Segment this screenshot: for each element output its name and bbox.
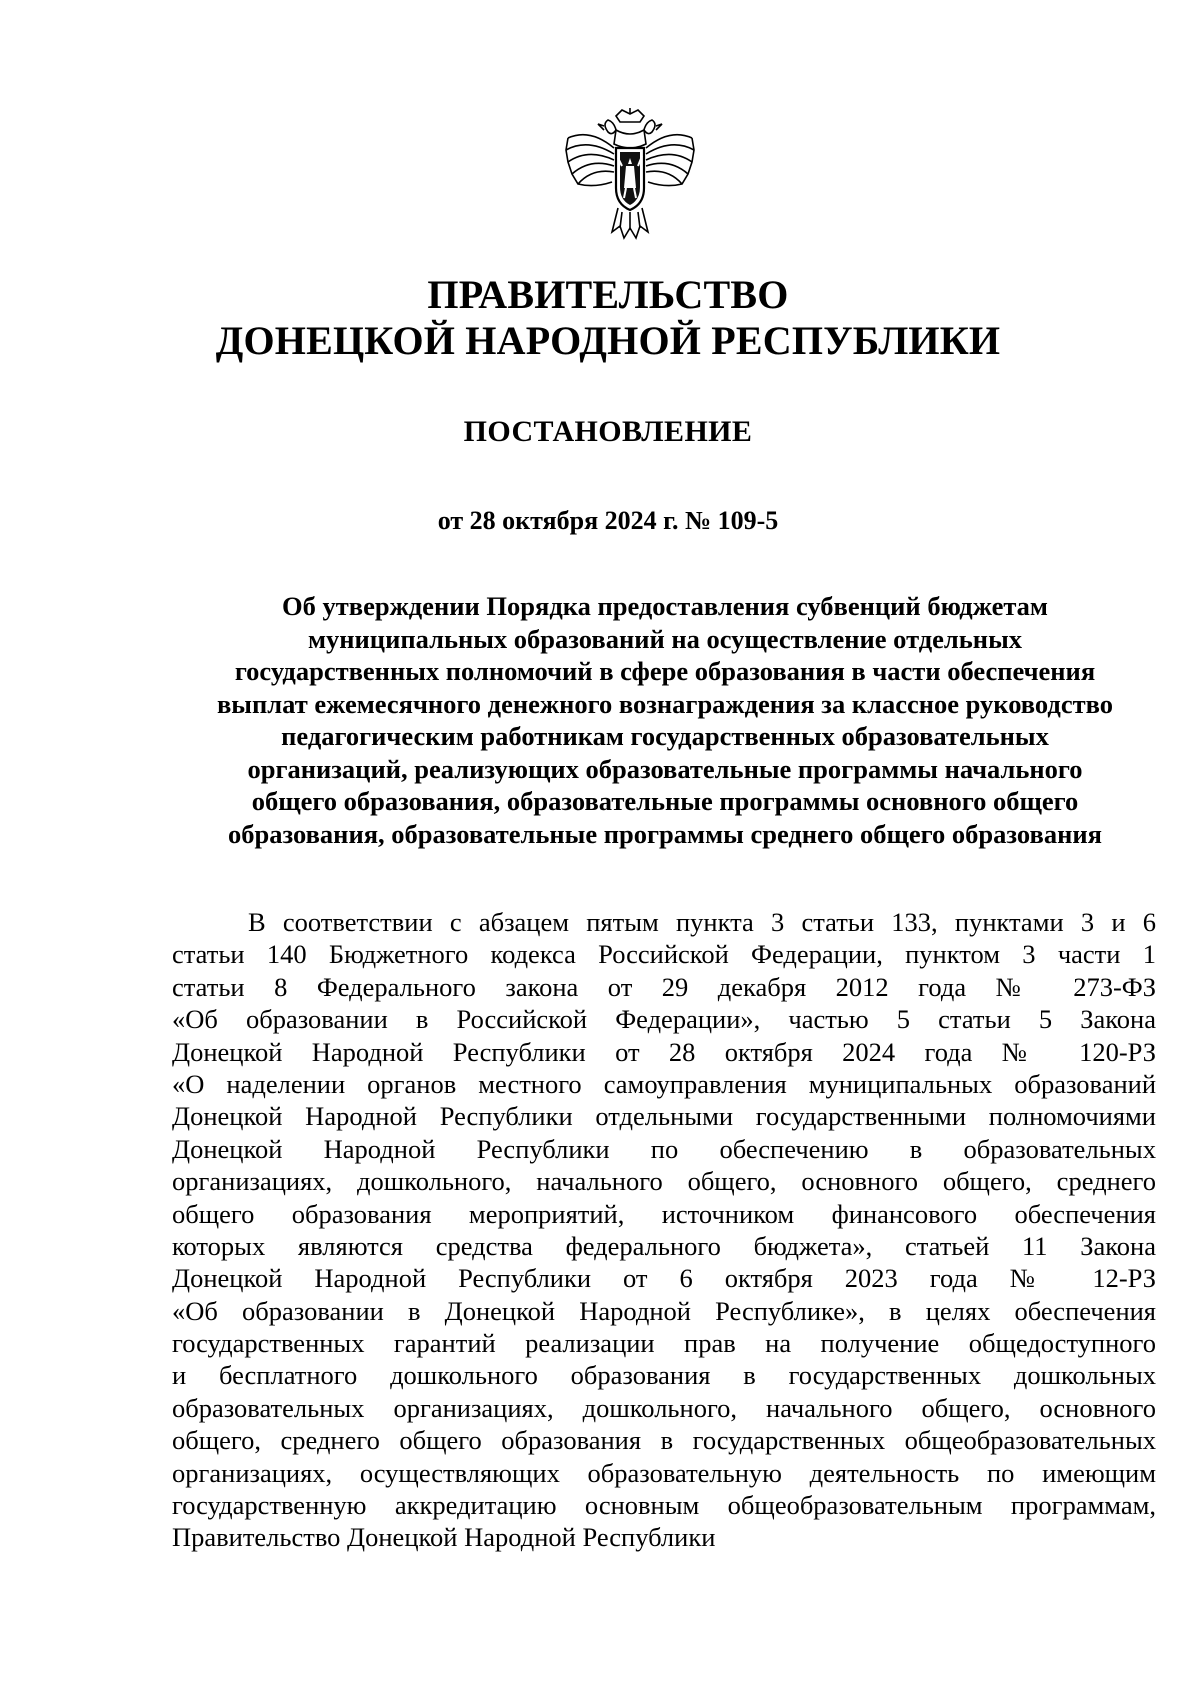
date-and-number: от 28 октября 2024 г. № 109-5 bbox=[437, 506, 779, 535]
body-line: образовательных организациях, дошкольного, начального общего, основного bbox=[172, 1392, 1156, 1423]
body-line: Правительство Донецкой Народной Республики bbox=[172, 1522, 716, 1553]
body-line: общего, среднего общего образования в государственных общеобразовательных bbox=[172, 1425, 1156, 1456]
body-line: общего образования мероприятий, источником финансового обеспечения bbox=[172, 1198, 1156, 1229]
document-type: ПОСТАНОВЛЕНИЕ bbox=[463, 415, 753, 448]
issuer-line-1: ПРАВИТЕЛЬСТВО bbox=[427, 272, 789, 317]
body-line: статьи 8 Федерального закона от 29 декабря 2012 года № 273-ФЗ bbox=[172, 971, 1156, 1002]
body-line: статьи 140 Бюджетного кодекса Российской Федерации, пунктом 3 части 1 bbox=[172, 939, 1156, 970]
body-line: Донецкой Народной Республики от 6 октября 2023 года № 12-РЗ bbox=[172, 1263, 1156, 1294]
issuer-heading bbox=[0, 272, 1200, 364]
subject-line: Об утверждении Порядка предоставления субвенций бюджетам bbox=[282, 591, 1048, 621]
preamble-paragraph bbox=[172, 906, 1156, 1554]
subject-line: образования, образовательные программы среднего общего образования bbox=[228, 818, 1102, 849]
body-line: организациях, осуществляющих образовательную деятельность по имеющим bbox=[172, 1457, 1156, 1488]
subject-line: муниципальных образований на осуществление отдельных bbox=[307, 623, 1023, 654]
body-line: Донецкой Народной Республики по обеспечению в образовательных bbox=[172, 1133, 1156, 1164]
body-line: государственную аккредитацию основным общеобразовательным программам, bbox=[172, 1490, 1156, 1521]
subject-line: педагогическим работникам государственных образовательных bbox=[281, 721, 1049, 751]
body-line: и бесплатного дошкольного образования в государственных дошкольных bbox=[172, 1360, 1156, 1391]
document-subject bbox=[170, 590, 1160, 850]
body-line: Донецкой Народной Республики отдельными государственными полномочиями bbox=[172, 1101, 1156, 1132]
body-line: «О наделении органов местного самоуправления муниципальных образований bbox=[172, 1068, 1156, 1099]
body-line: Донецкой Народной Республики от 28 октября 2024 года № 120-РЗ bbox=[172, 1036, 1156, 1067]
body-line: организациях, дошкольного, начального общего, основного общего, среднего bbox=[172, 1166, 1156, 1197]
subject-line: государственных полномочий в сфере образования в части обеспечения bbox=[234, 656, 1096, 686]
body-line: «Об образовании в Донецкой Народной Республике», в целях обеспечения bbox=[172, 1295, 1156, 1326]
body-line: «Об образовании в Российской Федерации», частью 5 статьи 5 Закона bbox=[172, 1004, 1156, 1035]
eagle-emblem-svg bbox=[560, 108, 700, 248]
subject-line: общего образования, образовательные программы основного общего bbox=[251, 786, 1079, 816]
body-line: государственных гарантий реализации прав на получение общедоступного bbox=[172, 1328, 1156, 1359]
subject-line: выплат ежемесячного денежного вознаграждения за классное руководство bbox=[217, 688, 1113, 719]
body-line: В соответствии с абзацем пятым пункта 3 статьи 133, пунктами 3 и 6 bbox=[248, 907, 1156, 937]
issuer-line-2: ДОНЕЦКОЙ НАРОДНОЙ РЕСПУБЛИКИ bbox=[215, 318, 1001, 363]
subject-line: организаций, реализующих образовательные программы начального bbox=[247, 753, 1083, 784]
coat-of-arms-icon bbox=[560, 108, 700, 248]
body-line: которых являются средства федерального бюджета», статьей 11 Закона bbox=[172, 1230, 1156, 1261]
